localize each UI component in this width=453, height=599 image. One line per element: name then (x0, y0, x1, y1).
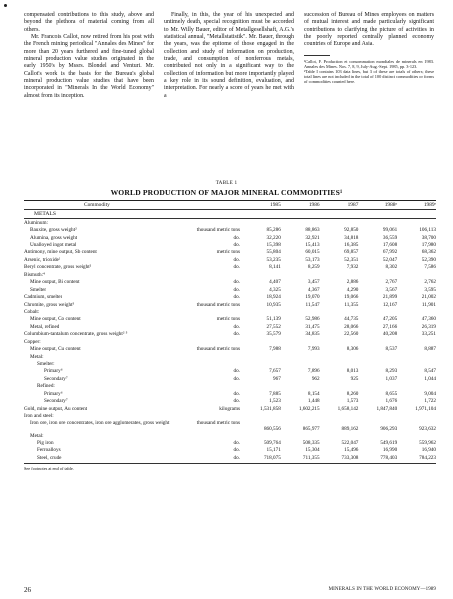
value-cell: 733,308 (341, 454, 359, 461)
commodity-label: Metal: (30, 353, 44, 360)
value-cell: 15,304 (305, 447, 320, 454)
unit-label: do. (233, 242, 240, 249)
value-cell: 8,293 (385, 368, 398, 375)
value-cell: 1,847,840 (376, 405, 398, 412)
publication-title: MINERALS IN THE WORLD ECONOMY—1989 (328, 587, 436, 592)
value-cell: 22,560 (344, 331, 359, 338)
value-cell: 33,251 (421, 331, 436, 338)
value-cell: 32,921 (305, 234, 320, 241)
value-cell: 40,208 (382, 331, 398, 338)
commodity-cell (24, 316, 242, 322)
unit-label (240, 339, 242, 345)
paragraph: Mr. Francois Callot, now retired from his post with the French mining periodical "Annales des Mines" for more than 20 years furthered and fine-tuned global mineral production value studies originated in the early 1950's by Mssrs. Blondel and Venturi. Mr. Callot's work is the basis for the Bureau's global mineral production value studies that have been incorporated in "Minerals In the World Economy" almost from its inception. (24, 34, 154, 99)
unit-label: do. (233, 368, 240, 375)
text-column-2 (164, 12, 294, 100)
value-cell: 923,632 (419, 425, 436, 432)
commodity-cell (24, 294, 242, 300)
table-row (24, 226, 436, 233)
value-cell: 11,355 (344, 301, 359, 308)
page-mark (4, 4, 7, 7)
commodity-cell (24, 235, 242, 241)
text-column-3 (304, 12, 434, 100)
table-row (24, 316, 436, 323)
value-cell: 27,552 (266, 323, 281, 330)
commodity-label: Refined: (37, 383, 55, 390)
value-cell: 9,004 (424, 390, 436, 397)
production-table (24, 200, 436, 471)
commodity-cell (24, 455, 242, 461)
value-cell: 16,385 (344, 242, 359, 249)
table-note: See footnotes at end of table. (24, 465, 74, 471)
page-footer (24, 586, 436, 594)
unit-label: do. (233, 264, 240, 271)
commodity-cell (24, 447, 242, 453)
value-cell: 68,362 (421, 249, 436, 256)
commodity-label: Cadmium, smelter (24, 294, 63, 301)
unit-label: do. (233, 294, 240, 301)
table-row (24, 420, 436, 432)
value-cell: 52,390 (421, 256, 436, 263)
table-row (24, 432, 436, 439)
commodity-label: Alumina, gross weight (30, 234, 78, 241)
value-cell: 8,302 (385, 264, 398, 271)
value-cell: 778,403 (380, 454, 398, 461)
value-cell: 8,887 (424, 346, 436, 353)
value-cell: 18,924 (266, 294, 281, 301)
unit-label: do. (233, 454, 240, 461)
unit-label: metric tons (216, 249, 240, 256)
value-cell: 53,173 (305, 256, 320, 263)
value-cell: 92,850 (344, 227, 359, 234)
value-cell: 52,047 (382, 256, 398, 263)
value-cell: 8,013 (346, 368, 359, 375)
value-cell: 11,901 (421, 301, 436, 308)
value-cell: 2,762 (424, 279, 436, 286)
commodity-cell (24, 346, 242, 352)
table-row (24, 308, 436, 315)
table-row (24, 241, 436, 248)
value-cell: 925 (350, 375, 359, 382)
commodity-cell (24, 257, 242, 263)
table-header (24, 201, 436, 210)
value-cell: 7,993 (307, 346, 320, 353)
table-row (24, 375, 436, 382)
value-cell: 3,457 (307, 279, 320, 286)
value-cell: 12,167 (382, 301, 398, 308)
commodity-label: Metal: (30, 432, 44, 439)
commodity-label: Ferroalloys (37, 447, 61, 454)
unit-label (240, 361, 242, 367)
value-cell: 1,037 (385, 375, 398, 382)
value-cell: 1,658,142 (337, 405, 359, 412)
value-cell: 34,818 (344, 234, 359, 241)
footnote: ¹Callot, F. Production et consommation mondiales de minerals en 1983. Annales des Mines. Nos. 7, 8, 9, July-Aug.-Sept. 1985, pp. 3-123. (304, 58, 434, 69)
header-year: 1989ᵉ (423, 202, 436, 208)
unit-label (240, 433, 242, 439)
commodity-cell (24, 368, 242, 374)
commodity-label: Smelter (30, 286, 47, 293)
value-cell: 2,767 (385, 279, 398, 286)
value-cell: 99,061 (382, 227, 398, 234)
table-row (24, 368, 436, 375)
commodity-cell (24, 272, 242, 278)
unit-label: do. (233, 286, 240, 293)
commodity-cell (24, 279, 242, 285)
table-row (24, 234, 436, 241)
value-cell: 8,547 (424, 368, 436, 375)
commodity-cell (24, 324, 242, 330)
value-cell: 19,070 (305, 294, 320, 301)
table-row (24, 331, 436, 338)
value-cell: 1,523 (269, 398, 281, 405)
paragraph: Finally, in this, the year of his unexpected and untimely death, special recognition must be accorded to Mr. Willy Bauer, editor of Metallgesellshaft, A.G.'s statistical annual, "Metallstatistik". Mr. Bauer, through the years, was the epitome of those engaged in the collection and study of information on production, trade, and consumption of nonferrous metals, contributed not only in a significant way to the collection of information but more importantly played a key role in its sound definition, evaluation, and interpretation. For nearly a score of years he met with a (164, 12, 294, 99)
table-row (24, 249, 436, 256)
paragraph: succession of Bureau of Mines employees on matters of mutual interest and made particularly significant contributions to clarifying the picture of activities in the poorly reported centrally planned economy countries of Europe and Asia. (304, 12, 434, 48)
table-row (24, 301, 436, 308)
table-row (24, 439, 436, 446)
commodity-cell (24, 420, 242, 426)
table-row (24, 353, 436, 360)
commodity-label: Unalloyed ingot metal (30, 242, 77, 249)
commodity-label: Beryl concentrate, gross weight² (24, 264, 92, 271)
value-cell: 15,496 (344, 447, 359, 454)
value-cell: 36,559 (382, 234, 398, 241)
commodity-label: Mine output, Bi content (30, 279, 80, 286)
commodity-cell (24, 413, 242, 419)
value-cell: 7,657 (269, 368, 281, 375)
commodity-label: Metal, refined (30, 323, 60, 330)
footnote-divider (304, 55, 330, 56)
value-cell: 32,220 (266, 234, 281, 241)
value-cell: 52,351 (344, 256, 359, 263)
unit-label: do. (233, 323, 240, 330)
value-cell: 967 (273, 375, 281, 382)
value-cell: 8,537 (385, 346, 398, 353)
value-cell: 21,002 (421, 294, 436, 301)
value-cell: 8,260 (346, 390, 359, 397)
value-cell: 711,355 (302, 454, 320, 461)
value-cell: 60,015 (305, 249, 320, 256)
commodity-label: Aluminum: (24, 219, 48, 226)
value-cell: 17,608 (382, 242, 398, 249)
value-cell: 522,047 (341, 439, 359, 446)
value-cell: 1,971,104 (415, 405, 436, 412)
unit-label: do. (233, 256, 240, 263)
value-cell: 34,835 (305, 331, 320, 338)
value-cell: 26,319 (421, 323, 436, 330)
commodity-cell (24, 391, 242, 397)
commodity-label: Iron ore, iron ore concentrates, iron ore agglomerates, gross weight (30, 419, 170, 426)
commodity-cell (24, 398, 242, 404)
commodity-label: Arsenic, trioxide³ (24, 256, 61, 263)
commodity-label: Primary⁶ (44, 368, 63, 375)
commodity-label: Iron and steel: (24, 413, 54, 420)
unit-label: do. (233, 375, 240, 382)
commodity-label: Smelter: (37, 361, 55, 368)
commodity-cell (24, 249, 242, 255)
value-cell: 27,166 (382, 323, 398, 330)
value-cell: 15,398 (266, 242, 281, 249)
value-cell: 1,531,858 (260, 405, 281, 412)
unit-label: do. (233, 234, 240, 241)
commodity-cell (24, 242, 242, 248)
unit-label: do. (233, 439, 240, 446)
value-cell: 3,595 (424, 286, 436, 293)
commodity-cell (24, 354, 242, 360)
value-cell: 15,171 (266, 447, 281, 454)
commodity-label: Gold, mine output, Au content (24, 405, 88, 412)
commodity-cell (24, 433, 242, 439)
commodity-label: Primary⁶ (44, 390, 63, 397)
value-cell: 718,075 (263, 454, 281, 461)
commodity-cell (24, 302, 242, 308)
commodity-cell (24, 361, 242, 367)
value-cell: 2,886 (346, 279, 359, 286)
unit-label (240, 220, 242, 226)
unit-label: metric tons (216, 316, 240, 323)
value-cell: 860,556 (263, 425, 281, 432)
value-cell: 1,573 (346, 398, 359, 405)
table-row (24, 271, 436, 278)
value-cell: 19,066 (344, 294, 359, 301)
value-cell: 8,306 (346, 346, 359, 353)
unit-label: thousand metric tons (196, 301, 240, 308)
value-cell: 509,764 (263, 439, 281, 446)
value-cell: 106,113 (419, 227, 436, 234)
value-cell: 559,962 (419, 439, 436, 446)
unit-label: thousand metric tons (196, 346, 240, 353)
value-cell: 889,162 (341, 425, 359, 432)
table-body (24, 219, 436, 462)
commodity-cell (24, 383, 242, 389)
table-row (24, 286, 436, 293)
commodity-cell (24, 339, 242, 345)
commodity-cell (24, 309, 242, 315)
commodity-label: Mine output, Cu content (30, 346, 81, 353)
table-row (24, 338, 436, 345)
text-column-1 (24, 12, 154, 100)
value-cell: 4,407 (269, 279, 281, 286)
value-cell: 47,205 (382, 316, 398, 323)
value-cell: 8,141 (269, 264, 281, 271)
commodity-cell (24, 287, 242, 293)
value-cell: 85,286 (266, 227, 281, 234)
value-cell: 88,863 (305, 227, 320, 234)
table-row (24, 447, 436, 454)
section-heading: METALS (24, 210, 436, 219)
value-cell: 865,977 (302, 425, 320, 432)
value-cell: 7,932 (346, 264, 359, 271)
value-cell: 17,980 (421, 242, 436, 249)
value-cell: 7,586 (424, 264, 436, 271)
value-cell: 15,413 (305, 242, 320, 249)
value-cell: 3,567 (385, 286, 398, 293)
commodity-label: Antimony, mine output, Sb content (24, 249, 97, 256)
unit-label: do. (233, 390, 240, 397)
value-cell: 31,475 (305, 323, 320, 330)
value-cell: 11,547 (305, 301, 320, 308)
value-cell: 1,722 (424, 398, 436, 405)
commodity-label: Steel, crude (37, 454, 62, 461)
table-row (24, 323, 436, 330)
unit-label (240, 309, 242, 315)
value-cell: 508,335 (302, 439, 320, 446)
value-cell: 4,367 (307, 286, 320, 293)
header-year: 1987 (347, 202, 359, 208)
commodity-label: Mine output, Co content (30, 316, 81, 323)
table-row (24, 383, 436, 390)
unit-label: kilograms (219, 405, 240, 412)
commodity-cell (24, 376, 242, 382)
commodity-cell (24, 227, 242, 233)
value-cell: 4,325 (269, 286, 281, 293)
value-cell: 55,804 (266, 249, 281, 256)
table-row (24, 398, 436, 405)
unit-label: thousand metric tons (196, 227, 240, 234)
value-cell: 7,885 (269, 390, 281, 397)
value-cell: 549,619 (380, 439, 398, 446)
commodity-cell (24, 440, 242, 446)
table-title: WORLD PRODUCTION OF MAJOR MINERAL COMMODITIES¹ (110, 188, 343, 197)
unit-label (240, 383, 242, 389)
value-cell: 1,676 (385, 398, 398, 405)
unit-label: do. (233, 279, 240, 286)
value-cell: 784,223 (419, 454, 436, 461)
value-cell: 1,044 (424, 375, 436, 382)
unit-label: thousand metric tons (196, 419, 240, 426)
commodity-label: Bismuth:⁴ (24, 271, 45, 278)
unit-label: do. (233, 331, 240, 338)
unit-label: do. (233, 447, 240, 454)
value-cell: 7,896 (307, 368, 320, 375)
paragraph: compensated contributions to this study, above and beyond the plethora of material coming from all others. (24, 12, 154, 33)
header-commodity: Commodity (84, 202, 110, 208)
footnote: ²Table I contains 103 data lines, but 3 of these are totals of others; these total lines are not included in the total of 100 distinct commodities or forms of commodities counted here. (304, 68, 434, 85)
table-row (24, 345, 436, 352)
value-cell: 8,655 (385, 390, 398, 397)
commodity-cell (24, 331, 242, 337)
table-row (24, 293, 436, 300)
value-cell: 10,935 (266, 301, 281, 308)
unit-label: do. (233, 398, 240, 405)
value-cell: 8,154 (307, 390, 320, 397)
value-cell: 52,986 (305, 316, 320, 323)
body-text (24, 12, 436, 100)
commodity-label: Cobalt: (24, 308, 40, 315)
table-row (24, 219, 436, 226)
unit-label (240, 272, 242, 278)
commodity-cell (24, 264, 242, 270)
header-year: 1986 (308, 202, 320, 208)
table-bottom-rule (24, 463, 436, 464)
table-row (24, 256, 436, 263)
value-cell: 35,579 (266, 331, 281, 338)
value-cell: 67,992 (382, 249, 398, 256)
table-row (24, 264, 436, 271)
value-cell: 1,602,215 (298, 405, 320, 412)
table-row (24, 390, 436, 397)
header-year: 1985 (270, 202, 281, 208)
value-cell: 4,290 (346, 286, 359, 293)
unit-label (240, 413, 242, 419)
value-cell: 51,139 (266, 316, 281, 323)
table-row (24, 279, 436, 286)
commodity-label: Pig iron (37, 439, 54, 446)
value-cell: 69,857 (344, 249, 359, 256)
commodity-cell (24, 406, 242, 412)
commodity-label: Chromite, gross weight⁵ (24, 301, 75, 308)
table-row (24, 360, 436, 367)
value-cell: 28,066 (344, 323, 359, 330)
page-number: 26 (24, 586, 31, 594)
value-cell: 47,360 (421, 316, 436, 323)
value-cell: 16,990 (382, 447, 398, 454)
commodity-cell (24, 220, 242, 226)
commodity-label: Secondary⁷ (44, 398, 68, 405)
unit-label (240, 354, 242, 360)
commodity-label: Copper: (24, 338, 41, 345)
value-cell: 7,988 (269, 346, 281, 353)
commodity-label: Bauxite, gross weight² (30, 227, 77, 234)
value-cell: 8,259 (307, 264, 320, 271)
value-cell: 38,700 (421, 234, 436, 241)
value-cell: 44,735 (344, 316, 359, 323)
table-row (24, 412, 436, 419)
value-cell: 53,235 (266, 256, 281, 263)
value-cell: 21,899 (382, 294, 398, 301)
commodity-label: Columbium-tantalum concentrate, gross weight² ⁵ (24, 331, 128, 338)
value-cell: 1,448 (307, 398, 320, 405)
table-label: TABLE 1 (215, 180, 238, 186)
value-cell: 906,293 (380, 425, 398, 432)
value-cell: 16,940 (421, 447, 436, 454)
table-row (24, 405, 436, 412)
table-row (24, 454, 436, 461)
commodity-label: Secondary⁷ (44, 375, 68, 382)
header-year: 1988ᵖ (384, 202, 398, 208)
value-cell: 962 (311, 375, 320, 382)
